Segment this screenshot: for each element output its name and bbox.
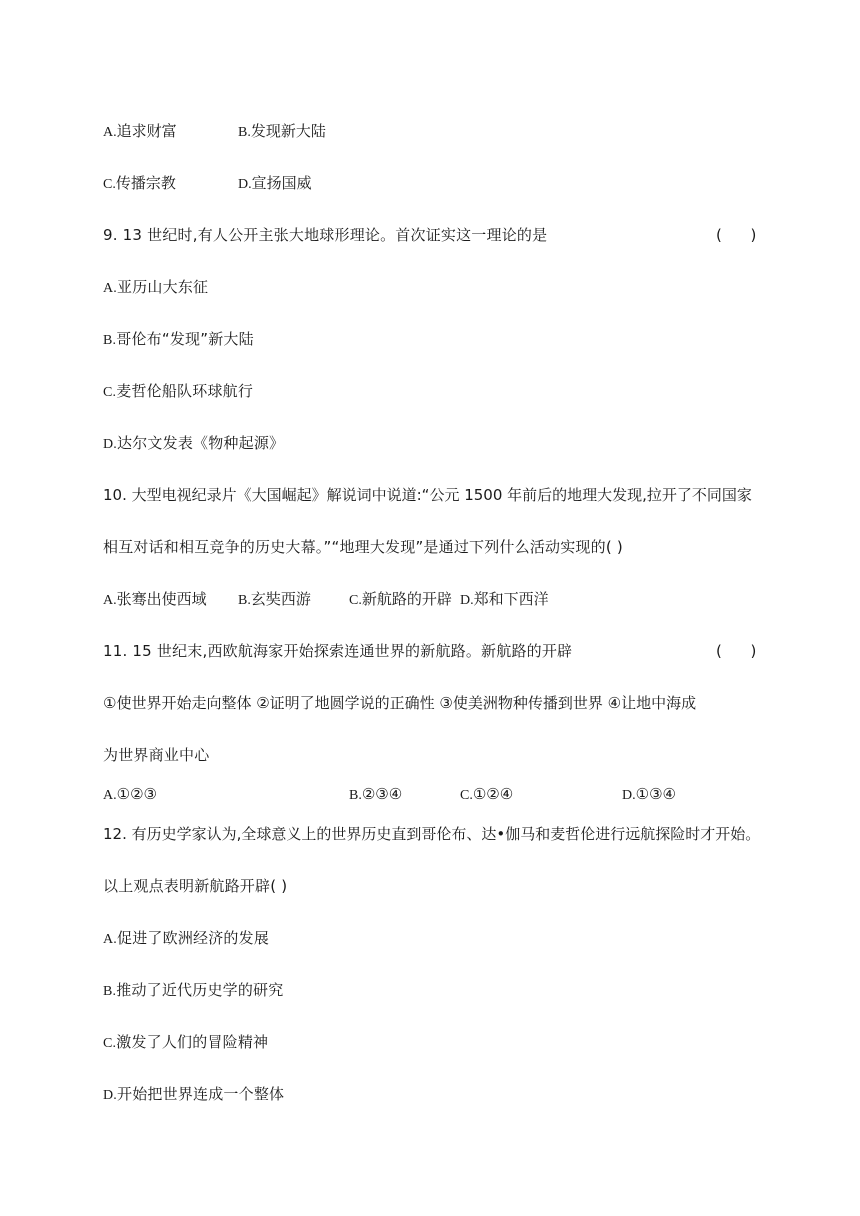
q9-option-a-letter: A. xyxy=(103,281,118,296)
q8-option-a xyxy=(103,121,177,143)
q10-option-d xyxy=(460,589,549,611)
q11-statements-line2: 为世界商业中心 xyxy=(103,746,210,764)
q10-stem-line2: 相互对话和相互竞争的历史大幕。”“地理大发现”是通过下列什么活动实现的( ) xyxy=(103,538,623,556)
q8-option-b-letter: B. xyxy=(238,125,251,140)
q11-option-a xyxy=(103,784,157,806)
q11-option-c-text: ①②④ xyxy=(472,785,514,803)
q9-stem: 9. 13 世纪时,有人公开主张大地球形理论。首次证实这一理论的是 xyxy=(103,226,548,244)
q11-option-d-letter: D. xyxy=(622,788,636,803)
q12-stem-line2: 以上观点表明新航路开辟( ) xyxy=(103,877,288,895)
q11-option-b-text: ②③④ xyxy=(361,785,403,803)
q8-option-c-text: 传播宗教 xyxy=(115,174,176,192)
q12-option-d-text: 开始把世界连成一个整体 xyxy=(117,1085,285,1103)
q10-option-b-text: 玄奘西游 xyxy=(250,590,311,608)
q9-option-d xyxy=(103,433,284,455)
q12-option-b-letter: B. xyxy=(103,984,117,999)
q11-option-c xyxy=(460,784,513,806)
q11-option-a-letter: A. xyxy=(103,788,117,803)
q9-option-c-letter: C. xyxy=(103,385,117,400)
q10-option-a xyxy=(103,589,207,611)
q8-option-c xyxy=(103,173,176,195)
q11-option-c-letter: C. xyxy=(460,788,473,803)
q9-option-a xyxy=(103,277,208,299)
q8-option-d-letter: D. xyxy=(238,177,252,192)
q10-option-c xyxy=(349,589,452,611)
q9-option-c-text: 麦哲伦船队环球航行 xyxy=(116,382,254,400)
q8-option-c-letter: C. xyxy=(103,177,116,192)
q9-option-d-text: 达尔文发表《物种起源》 xyxy=(117,434,285,452)
q8-option-a-text: 追求财富 xyxy=(116,122,177,140)
q12-option-c xyxy=(103,1032,268,1054)
q11-statements-line1: ①使世界开始走向整体 ②证明了地圆学说的正确性 ③使美洲物种传播到世界 ④让地中海成 xyxy=(103,694,697,712)
q10-stem-line1: 10. 大型电视纪录片《大国崛起》解说词中说道:“公元 1500 年前后的地理大发现,拉开了不同国家 xyxy=(103,486,752,504)
q10-option-d-letter: D. xyxy=(460,593,474,608)
q9-option-b-letter: B. xyxy=(103,333,117,348)
q12-option-d-letter: D. xyxy=(103,1088,118,1103)
q12-option-c-letter: C. xyxy=(103,1036,117,1051)
q9-option-b xyxy=(103,329,254,351)
q8-option-b-text: 发现新大陆 xyxy=(250,122,326,140)
q11-option-a-text: ①②③ xyxy=(116,785,157,803)
q8-option-d xyxy=(238,173,312,195)
q11-option-d-text: ①③④ xyxy=(635,785,676,803)
q11-stem: 11. 15 世纪末,西欧航海家开始探索连通世界的新航路。新航路的开辟 xyxy=(103,642,573,660)
q11-option-d xyxy=(622,784,676,806)
q11-option-b-letter: B. xyxy=(349,788,362,803)
q12-option-a-letter: A. xyxy=(103,932,118,947)
q11-answer-blank: ( ) xyxy=(716,642,757,660)
q12-stem-line1: 12. 有历史学家认为,全球意义上的世界历史直到哥伦布、达•伽马和麦哲伦进行远航探险时才开始。 xyxy=(103,825,761,843)
q12-option-a xyxy=(103,928,269,950)
q12-option-b-text: 推动了近代历史学的研究 xyxy=(116,981,284,999)
q12-option-a-text: 促进了欧洲经济的发展 xyxy=(117,929,270,947)
q11-option-b xyxy=(349,784,402,806)
q8-option-a-letter: A. xyxy=(103,125,117,140)
q10-option-d-text: 郑和下西洋 xyxy=(473,590,549,608)
q10-option-a-letter: A. xyxy=(103,593,117,608)
q9-option-d-letter: D. xyxy=(103,437,118,452)
q8-option-b xyxy=(238,121,326,143)
q9-option-a-text: 亚历山大东征 xyxy=(117,278,209,296)
q8-option-d-text: 宣扬国威 xyxy=(251,174,312,192)
q10-option-b-letter: B. xyxy=(238,593,251,608)
q9-option-b-text: 哥伦布“发现”新大陆 xyxy=(116,330,254,348)
q9-option-c xyxy=(103,381,253,403)
q9-answer-blank: ( ) xyxy=(716,226,757,244)
q10-option-c-letter: C. xyxy=(349,593,362,608)
q12-option-c-text: 激发了人们的冒险精神 xyxy=(116,1033,269,1051)
q10-option-c-text: 新航路的开辟 xyxy=(361,590,452,608)
q10-option-b xyxy=(238,589,311,611)
q12-option-d xyxy=(103,1084,284,1106)
q12-option-b xyxy=(103,980,283,1002)
q10-option-a-text: 张骞出使西域 xyxy=(116,590,207,608)
